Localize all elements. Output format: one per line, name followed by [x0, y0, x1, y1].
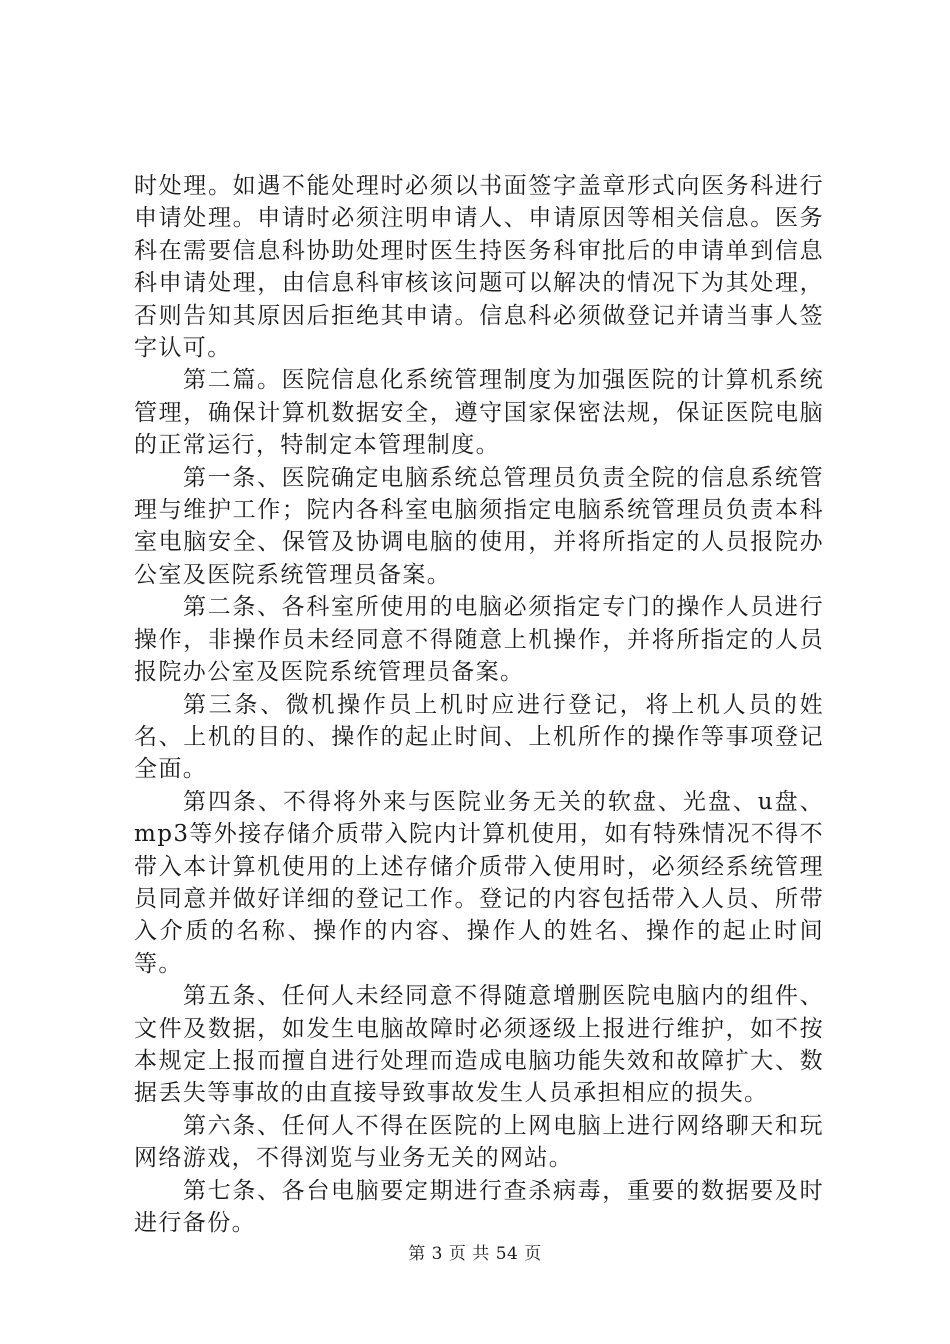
paragraph-continuation: 时处理。如遇不能处理时必须以书面签字盖章形式向医务科进行申请处理。申请时必须注明申请人、申请原因等相关信息。医务科在需要信息科协助处理时医生持医务科审批后的申请单到信息科申请处理，由信息科审核该问题可以解决的情况下为其处理，否则告知其原因后拒绝其申请。信息科必须做登记并请当事人签字认可。 [134, 173, 824, 362]
paragraph-article-5: 第五条、任何人未经同意不得随意增删医院电脑内的组件、文件及数据，如发生电脑故障时必须逐级上报进行维护，如不按本规定上报而擅自进行处理而造成电脑功能失效和故障扩大、数据丢失等事故的由直接导致事故发生人员承担相应的损失。 [134, 983, 824, 1107]
paragraph-article-3: 第三条、微机操作员上机时应进行登记，将上机人员的姓名、上机的目的、操作的起止时间、上机所作的操作等事项登记全面。 [134, 691, 824, 783]
paragraph-article-4: 第四条、不得将外来与医院业务无关的软盘、光盘、u盘、mp3等外接存储介质带入院内计算机使用，如有特殊情况不得不带入本计算机使用的上述存储介质带入使用时，必须经系统管理员同意并做好详细的登记工作。登记的内容包括带入人员、所带入介质的名称、操作的内容、操作人的姓名、操作的起止时间等。 [134, 788, 824, 977]
page-number-footer: 第 3 页 共 54 页 [408, 1244, 542, 1264]
paragraph-article-6: 第六条、任何人不得在医院的上网电脑上进行网络聊天和玩网络游戏，不得浏览与业务无关的网站。 [134, 1112, 824, 1172]
paragraph-article-2: 第二条、各科室所使用的电脑必须指定专门的操作人员进行操作，非操作员未经同意不得随意上机操作，并将所指定的人员报院办公室及医院系统管理员备案。 [134, 594, 824, 686]
paragraph-article-1: 第一条、医院确定电脑系统总管理员负责全院的信息系统管理与维护工作；院内各科室电脑须指定电脑系统管理员负责本科室电脑安全、保管及协调电脑的使用，并将所指定的人员报院办公室及医院系统管理员备案。 [134, 464, 824, 588]
document-body [134, 170, 824, 1239]
paragraph-article-7: 第七条、各台电脑要定期进行查杀病毒，重要的数据要及时进行备份。 [134, 1177, 824, 1236]
paragraph-chapter-two-intro: 第二篇。医院信息化系统管理制度为加强医院的计算机系统管理，确保计算机数据安全，遵守国家保密法规，保证医院电脑的正常运行，特制定本管理制度。 [134, 367, 824, 459]
